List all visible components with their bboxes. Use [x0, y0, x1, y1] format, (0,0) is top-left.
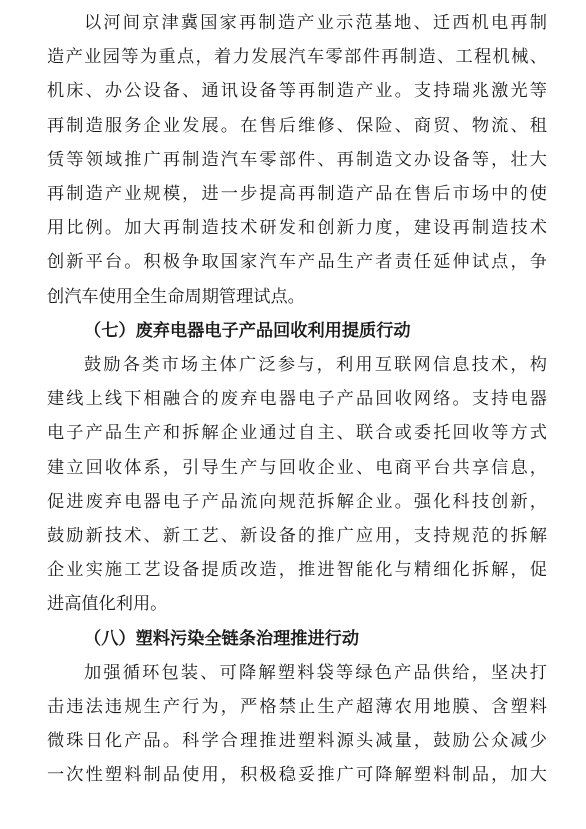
paragraph-line: 企业实施工艺设备提质改造，推进智能化与精细化拆解，促	[47, 560, 547, 581]
paragraph-line: 再制造服务企业发展。在售后维修、保险、商贸、物流、租	[47, 115, 547, 136]
section-heading-7: （七）废弃电器电子产品回收利用提质行动	[84, 320, 411, 341]
paragraph-line: 微珠日化产品。科学合理推进塑料源头减量，鼓励公众减少	[47, 731, 547, 752]
paragraph-line: 造产业园等为重点，着力发展汽车零部件再制造、工程机械、	[47, 47, 547, 68]
paragraph-line: 一次性塑料制品使用，积极稳妥推广可降解塑料制品，加大	[47, 765, 547, 786]
paragraph-line: 鼓励各类市场主体广泛参与，利用互联网信息技术，构	[84, 355, 547, 375]
section-heading-8: （八）塑料污染全链条治理推进行动	[84, 628, 360, 649]
paragraph-line: 创新平台。积极争取国家汽车产品生产者责任延伸试点，争	[47, 252, 547, 273]
paragraph-line: 以河间京津冀国家再制造产业示范基地、迁西机电再制	[84, 13, 547, 33]
paragraph-line: 建立回收体系，引导生产与回收企业、电商平台共享信息，	[47, 457, 547, 478]
paragraph-line: 促进废弃电器电子产品流向规范拆解企业。强化科技创新，	[47, 491, 547, 512]
paragraph-line: 再制造产业规模，进一步提高再制造产品在售后市场中的使	[47, 184, 547, 204]
paragraph-line: 加强循环包装、可降解塑料袋等绿色产品供给，坚决打	[84, 662, 547, 683]
paragraph-line: 击违法违规生产行为，严格禁止生产超薄农用地膜、含塑料	[47, 697, 547, 717]
paragraph-line: 用比例。加大再制造技术研发和创新力度，建设再制造技术	[47, 218, 547, 239]
paragraph-line: 进高值化利用。	[47, 594, 168, 615]
paragraph-line: 建线上线下相融合的废弃电器电子产品回收网络。支持电器	[47, 389, 547, 410]
paragraph-line: 鼓励新技术、新工艺、新设备的推广应用，支持规范的拆解	[47, 526, 547, 546]
paragraph-line: 赁等领域推广再制造汽车零部件、再制造文办设备等，壮大	[47, 149, 547, 170]
paragraph-line: 机床、办公设备、通讯设备等再制造产业。支持瑞兆激光等	[47, 81, 547, 102]
paragraph-line: 创汽车使用全生命周期管理试点。	[47, 286, 305, 307]
paragraph-line: 电子产品生产和拆解企业通过自主、联合或委托回收等方式	[47, 423, 547, 444]
